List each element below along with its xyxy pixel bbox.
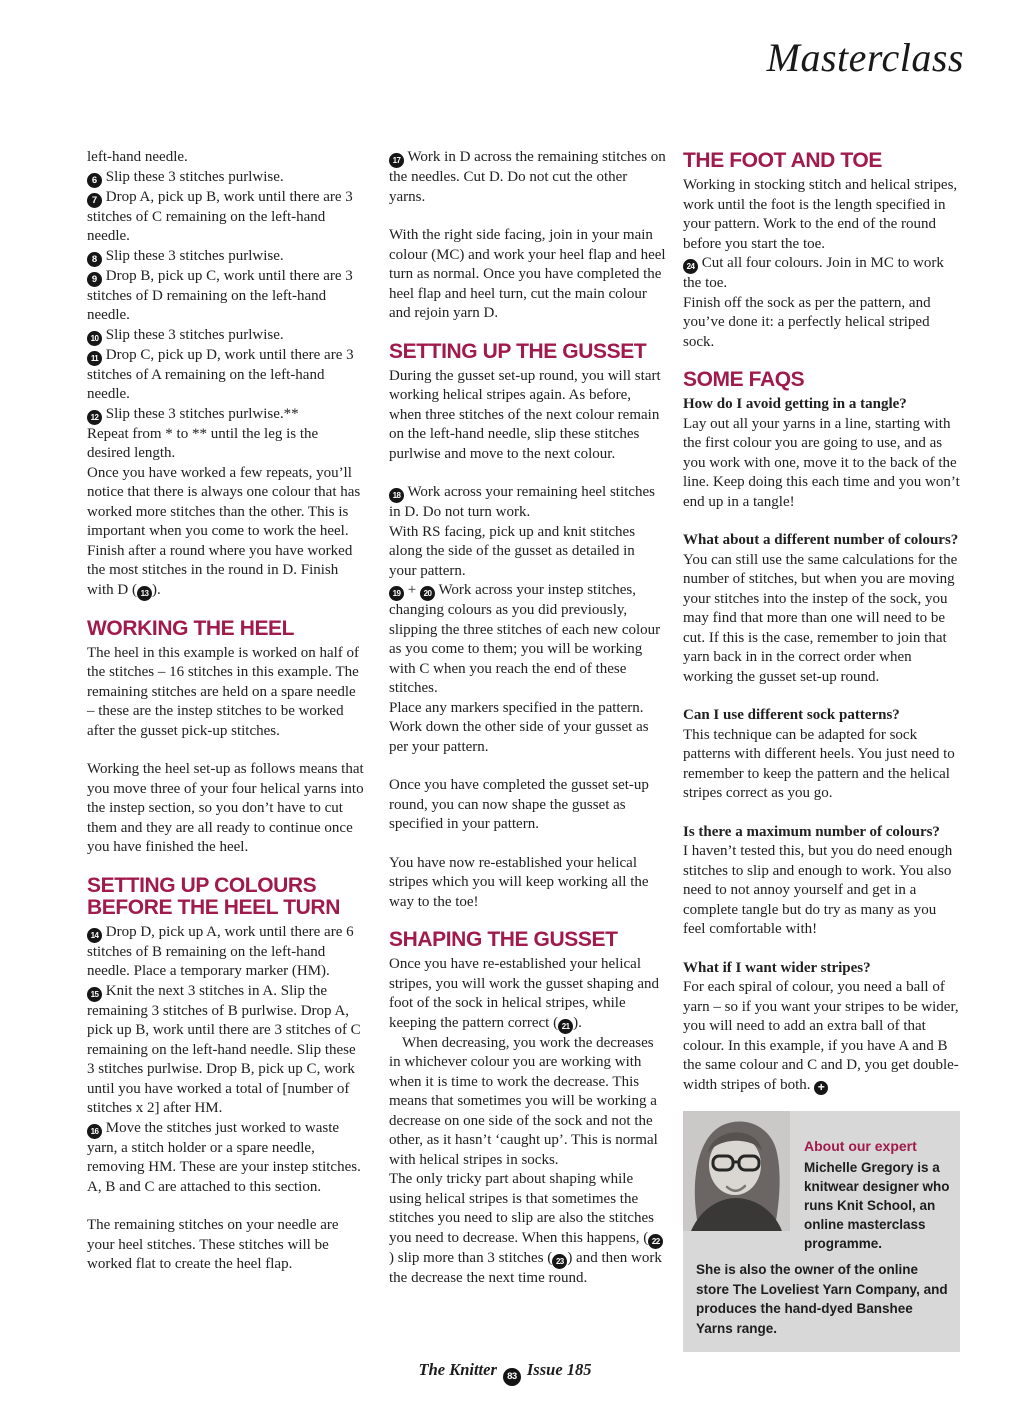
faq-question: Can I use different sock patterns?: [683, 707, 900, 723]
paragraph: 14 Drop D, pick up A, work until there are 6 stitches of B remaining on the left-hand needle. Place a temporary marker (HM).: [87, 923, 354, 979]
footer-magazine-title: The Knitter: [418, 1360, 497, 1379]
faq-question: What if I want wider stripes?: [683, 959, 871, 976]
paragraph: Once you have re-established your helical stripes, you will work the gusset shaping and foot of the sock in helical stripes, while keeping the pattern correct ( 21 ).: [389, 955, 666, 1034]
section-heading: SETTING UP COLOURS BEFORE THE HEEL TURN: [87, 873, 340, 919]
paragraph: 24 Cut all four colours. Join in MC to work the toe.: [683, 255, 944, 291]
faq-question: Is there a maximum number of colours?: [683, 823, 940, 840]
section-heading: SHAPING THE GUSSET: [389, 928, 618, 951]
expert-more-text: She is also the owner of the online store The Loveliest Yarn Company, and produces the hand-dyed Banshee Yarns range.: [696, 1262, 948, 1336]
step-number-badge: 21: [558, 1019, 573, 1034]
step-number-badge: 18: [389, 488, 404, 503]
column-2: [389, 148, 666, 1288]
footer-issue: Issue 185: [526, 1360, 592, 1379]
step-number-badge: 20: [420, 586, 435, 601]
step-number-badge: 19: [389, 586, 404, 601]
paragraph: Finish off the sock as per the pattern, and you’ve done it: a perfectly helical striped sock.: [683, 294, 931, 350]
step-number-badge: 6: [87, 173, 102, 188]
paragraph: When decreasing, you work the decreases in whichever colour you are working with when it is time to work the decrease. This means that sometimes you will be working a decrease on one side of the sock and not the other, as it hasn’t ‘caught up’. This is normal with helical stripes in socks.: [389, 1034, 658, 1168]
step-number-badge: 10: [87, 331, 102, 346]
paragraph: 19 + 20 Work across your instep stitches, changing colours as you did previously, slipping the three stitches of each new colour as you come to them; you will be working with C when you reach the end of these stitches.: [389, 582, 661, 696]
step-number-badge: 15: [87, 987, 102, 1002]
page-footer: [0, 1362, 1010, 1386]
step-number-badge: 22: [648, 1234, 663, 1249]
paragraph: The heel in this example is worked on half of the stitches – 16 stitches in this example. The remaining stitches are held on a spare needle – these are the instep stitches to be worked after the gusset pick-up stitches.: [87, 644, 360, 739]
expert-intro-text: Michelle Gregory is a knitwear designer who runs Knit School, an online masterclass programme.: [804, 1160, 950, 1251]
paragraph: 16 Move the stitches just worked to waste yarn, a stitch holder or a spare needle, removing HM. These are your instep stitches. A, B and C are attached to this section.: [87, 1119, 361, 1195]
about-expert-box: [683, 1111, 960, 1352]
step-number-badge: 24: [683, 259, 698, 274]
paragraph: Once you have completed the gusset set-up round, you can now shape the gusset as specified in your pattern.: [389, 777, 649, 832]
paragraph: You have now re-established your helical stripes which you will keep working all the way to the toe!: [389, 854, 649, 910]
faq-question: How do I avoid getting in a tangle?: [683, 396, 907, 412]
step-number-badge: 13: [137, 586, 152, 601]
paragraph: With the right side facing, join in your main colour (MC) and work your heel flap and heel turn as normal. Once you have completed the heel flap and heel turn, cut the main colour and rejoin yarn D.: [389, 227, 666, 321]
faq-question: What about a different number of colours?: [683, 532, 959, 548]
paragraph: The only tricky part about shaping while using helical stripes is that sometimes the stitches you need to slip are also the stitches you need to decrease. When this happens, ( 22) slip more than 3 stitches ( 23 ) and then work the decrease the next time round.: [389, 1171, 662, 1286]
paragraph: I haven’t tested this, but you do need enough stitches to slip and enough to work. You also need to not annoy yourself and get in a complete tangle but do try as many as you feel comfortable with!: [683, 843, 953, 937]
masthead-title: Masterclass: [766, 35, 964, 80]
paragraph: Working the heel set-up as follows means that you move three of your four helical yarns into the instep section, so you don’t have to cut them and they are all ready to continue once you have finished the heel.: [87, 761, 364, 855]
paragraph: Lay out all your yarns in a line, starting with the first colour you are going to use, and as you work with one, move it to the back of the line. Keep doing this each time and you won’t end up in a tangle!: [683, 415, 960, 510]
paragraph: Once you have worked a few repeats, you’ll notice that there is always one colour that has worked more stitches than the other. This is important when you come to work the heel.: [87, 464, 361, 539]
step-number-badge: 16: [87, 1124, 102, 1139]
step-number-badge: 23: [552, 1254, 567, 1269]
paragraph: With RS facing, pick up and knit stitches along the side of the gusset as detailed in your pattern.: [389, 523, 636, 579]
paragraph: For each spiral of colour, you need a ball of yarn – so if you want your stripes to be wider, you will need to add an extra ball of that colour. In this example, if you have A and B the same colour and C and D, you get double-width stripes of both. +: [683, 979, 959, 1094]
paragraph: 18 Work across your remaining heel stitches in D. Do not turn work.: [389, 484, 655, 520]
section-heading: THE FOOT AND TOE: [683, 149, 882, 172]
paragraph: 7 Drop A, pick up B, work until there are 3 stitches of C remaining on the left-hand needle.: [87, 188, 353, 244]
section-heading: SETTING UP THE GUSSET: [389, 339, 647, 363]
expert-portrait-photo: [683, 1111, 790, 1231]
section-heading: SOME FAQS: [683, 368, 805, 391]
step-number-badge: 14: [87, 928, 102, 943]
paragraph: During the gusset set-up round, you will start working helical stripes again. As before, when three stitches of the next colour remain on the left-hand needle, slip these stitches purlwise and move to the next colour.: [389, 367, 661, 462]
step-number-badge: 17: [389, 153, 404, 168]
paragraph: Repeat from * to ** until the leg is the desired length.: [87, 425, 319, 461]
paragraph: Working in stocking stitch and helical stripes, work until the foot is the length specified in your pattern. Work to the end of the round before you start the toe.: [683, 177, 958, 252]
paragraph: left-hand needle.: [87, 149, 188, 165]
expert-intro-block: [790, 1111, 960, 1253]
column-1: [87, 148, 364, 1275]
paragraph: Place any markers specified in the pattern. Work down the other side of your gusset as per your pattern.: [389, 699, 649, 755]
expert-box-title: About our expert: [804, 1138, 917, 1154]
about-expert-top: [683, 1111, 960, 1253]
paragraph: 10 Slip these 3 stitches purlwise.: [87, 326, 364, 346]
paragraph: 12 Slip these 3 stitches purlwise.**: [87, 405, 364, 425]
paragraph: 11 Drop C, pick up D, work until there are 3 stitches of A remaining on the left-hand needle.: [87, 346, 354, 402]
step-number-badge: 8: [87, 252, 102, 267]
step-number-badge: 9: [87, 272, 102, 287]
paragraph: 9 Drop B, pick up C, work until there are 3 stitches of D remaining on the left-hand needle.: [87, 267, 353, 323]
step-number-badge: 11: [87, 351, 102, 366]
column-3: [683, 148, 960, 1352]
paragraph: The remaining stitches on your needle are your heel stitches. These stitches will be worked flat to create the heel flap.: [87, 1217, 339, 1272]
article-end-icon: +: [814, 1081, 828, 1095]
section-heading: WORKING THE HEEL: [87, 616, 295, 640]
paragraph: You can still use the same calculations for the number of stitches, but when you are moving your stitches into the instep of the sock, you may find that more than one will need to be cut. If this is the case, remember to join that yarn back in in the correct order when working the gusset set-up round.: [683, 551, 958, 685]
step-number-badge: 12: [87, 410, 102, 425]
footer-page-number-badge: 83: [503, 1368, 521, 1386]
paragraph: This technique can be adapted for sock patterns with different heels. You just need to remember to keep the pattern and the helical stripes correct as you go.: [683, 726, 955, 801]
paragraph: Finish after a round where you have worked the most stitches in the round in D. Finish with D ( 13 ).: [87, 542, 364, 601]
paragraph: 15 Knit the next 3 stitches in A. Slip the remaining 3 stitches of B purlwise. Drop A, pick up B, work until there are 3 stitches of C remaining on the left-hand needle. Slip these 3 stitches purlwise. Drop B, pick up C, work until you have worked a total of [number of stitches x 2] after HM.: [87, 982, 361, 1116]
paragraph: 8 Slip these 3 stitches purlwise.: [87, 247, 364, 267]
paragraph: 17 Work in D across the remaining stitches on the needles. Cut D. Do not cut the other yarns.: [389, 149, 666, 205]
paragraph: 6 Slip these 3 stitches purlwise.: [87, 168, 364, 188]
step-number-badge: 7: [87, 193, 102, 208]
